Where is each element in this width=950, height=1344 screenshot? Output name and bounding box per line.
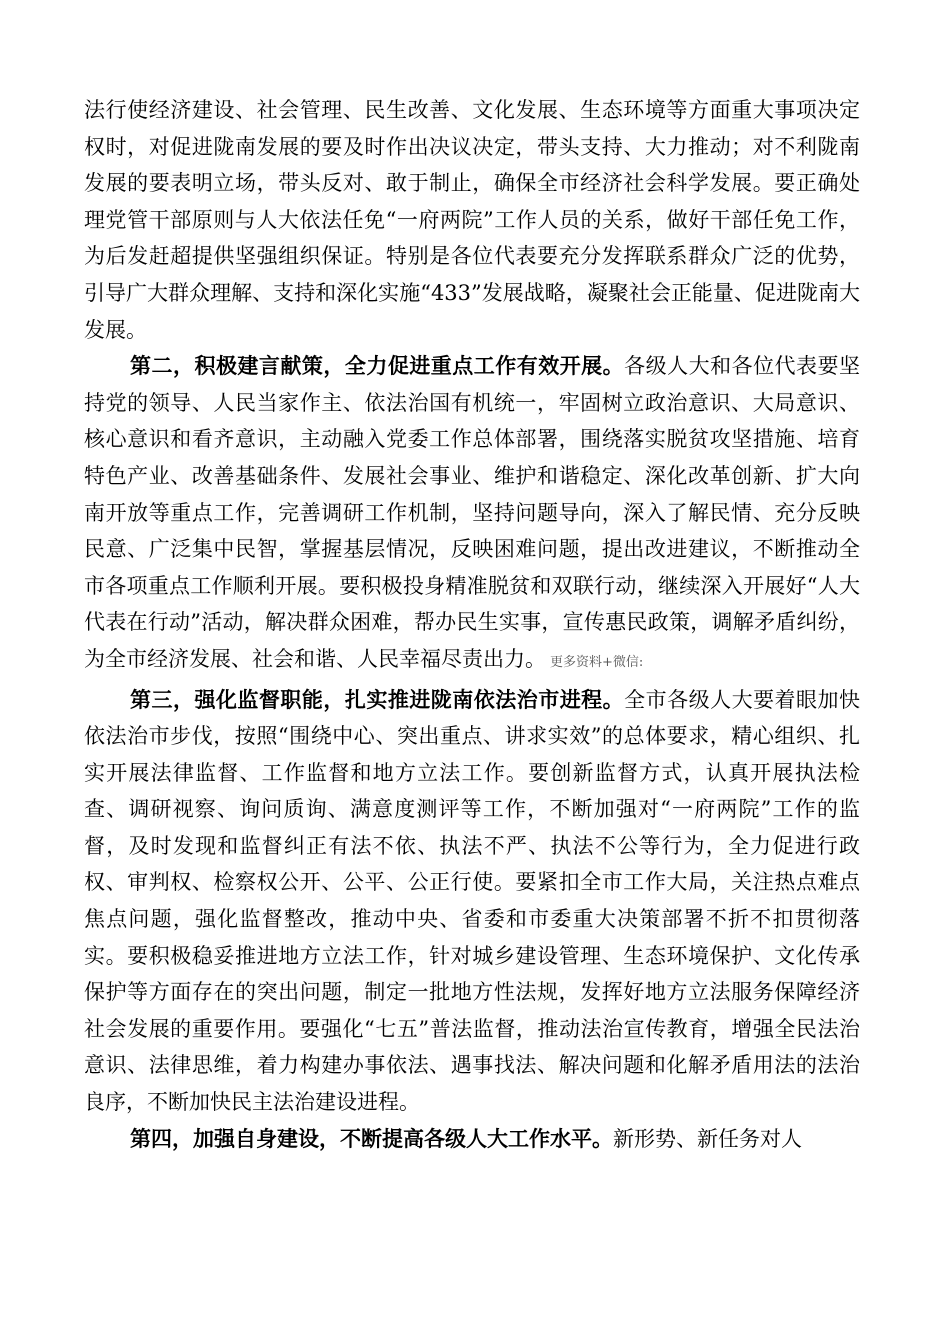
paragraph-second-point: [84, 348, 860, 681]
paragraph-third-point: [84, 682, 860, 1121]
paragraph-text: 各级人大和各位代表要坚持党的领导、人民当家作主、依法治国有机统一，牢固树立政治意识、大局意识、核心意识和看齐意识，主动融入党委工作总体部署，围绕落实脱贫攻坚措施、培育特色产业、改善基础条件、发展社会事业、维护和谐稳定、深化改革创新、扩大向南开放等重点工作，完善调研工作机制，坚持问题导向，深入了解民情、充分反映民意、广泛集中民智，掌握基层情况，反映困难问题，提出改进建议，不断推动全市各项重点工作顺利开展。要积极投身精准脱贫和双联行动，继续深入开展好“人大代表在行动”活动，解决群众困难，帮办民生实事，宣传惠民政策，调解矛盾纠纷，为全市经济发展、社会和谐、人民幸福尽责出力。: [84, 354, 861, 671]
document-page: [84, 92, 860, 1157]
paragraph-continuation: [84, 92, 860, 348]
paragraph-lead-heading: 第二，积极建言献策，全力促进重点工作有效开展。: [130, 353, 625, 379]
paragraph-lead-heading: 第三，强化监督职能，扎实推进陇南依法治市进程。: [130, 686, 625, 712]
paragraph-lead-heading: 第四，加强自身建设，不断提高各级人大工作水平。: [130, 1125, 613, 1151]
paragraph-text: 法行使经济建设、社会管理、民生改善、文化发展、生态环境等方面重大事项决定权时，对促进陇南发展的要及时作出决议决定，带头支持、大力推动；对不利陇南发展的要表明立场，带头反对、敢于制止，确保全市经济社会科学发展。要正确处理党管干部原则与人大依法任免“一府两院”工作人员的关系，做好干部任免工作，为后发赶超提供坚强组织保证。特别是各位代表要充分发挥联系群众广泛的优势，引导广大群众理解、支持和深化实施“433”发展战略，凝聚社会正能量、促进陇南大发展。: [84, 98, 860, 342]
watermark-note: 更多资料+微信:: [550, 654, 644, 670]
paragraph-text: 全市各级人大要着眼加快依法治市步伐，按照“围绕中心、突出重点、讲求实效”的总体要求，精心组织、扎实开展法律监督、工作监督和地方立法工作。要创新监督方式，认真开展执法检查、调研视察、询问质询、满意度测评等工作，不断加强对“一府两院”工作的监督，及时发现和监督纠正有法不依、执法不严、执法不公等行为，全力促进行政权、审判权、检察权公开、公平、公正行使。要紧扣全市工作大局，关注热点难点焦点问题，强化监督整改，推动中央、省委和市委重大决策部署不折不扣贯彻落实。要积极稳妥推进地方立法工作，针对城乡建设管理、生态环境保护、文化传承保护等方面存在的突出问题，制定一批地方性法规，发挥好地方立法服务保障经济社会发展的重要作用。要强化“七五”普法监督，推动法治宣传教育，增强全民法治意识、法律思维，着力构建办事依法、遇事找法、解决问题和化解矛盾用法的法治良序，不断加快民主法治建设进程。: [84, 687, 861, 1115]
paragraph-text: 新形势、新任务对人: [613, 1126, 802, 1151]
paragraph-fourth-point: [84, 1121, 860, 1158]
